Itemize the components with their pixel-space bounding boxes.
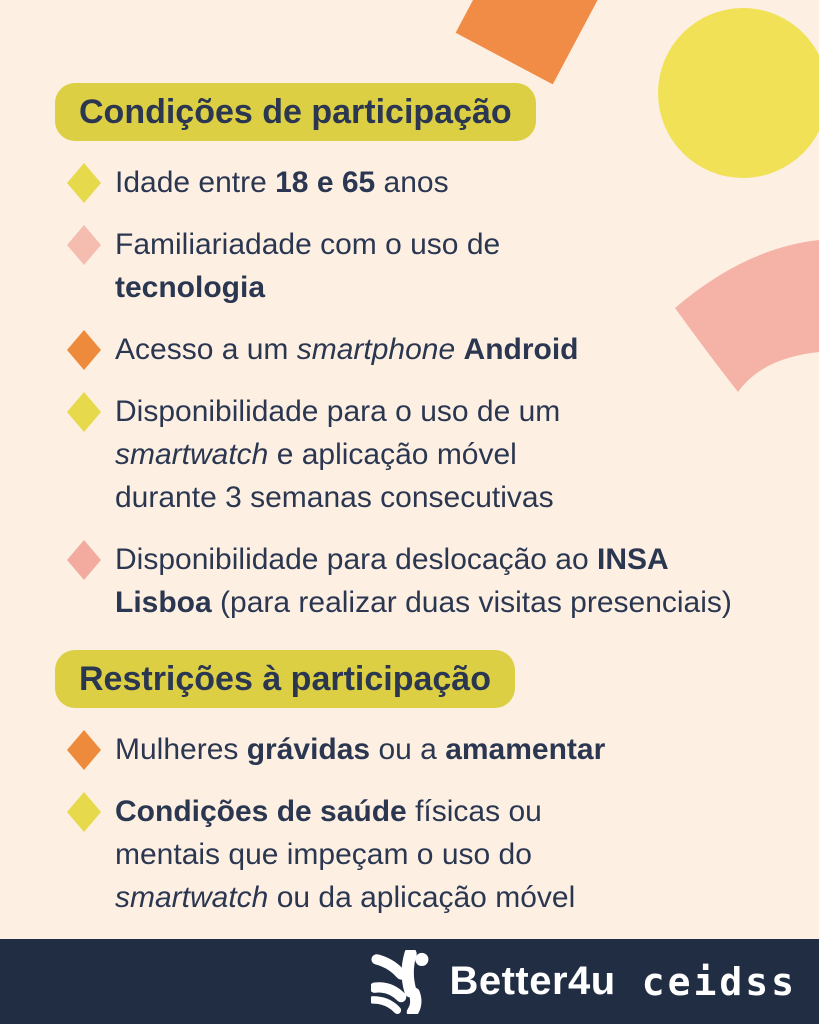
orange-square-shape (456, 0, 605, 84)
section-title-conditions: Condições de participação (55, 83, 536, 141)
diamond-bullet-icon (67, 730, 101, 770)
list-item-insa-visits (67, 538, 799, 624)
diamond-bullet-icon (67, 392, 101, 432)
better4u-logo-text: Better4u (449, 959, 616, 1003)
diamond-bullet-icon (67, 540, 101, 580)
list-item-text: Acesso a um smartphone Android (115, 333, 579, 366)
list-item-text: Condições de saúde físicas ou mentais que impeçam o uso do smartwatch ou da aplicação móvel (115, 795, 576, 914)
list-item-text: Familiariadade com o uso de tecnologia (115, 228, 501, 304)
list-item-smartphone (67, 328, 799, 371)
list-item-age (67, 161, 799, 204)
diamond-bullet-icon (67, 225, 101, 265)
list-item-text: Mulheres grávidas ou a amamentar (115, 733, 606, 766)
footer-bar (0, 939, 819, 1024)
diamond-bullet-icon (67, 330, 101, 370)
conditions-list (55, 161, 799, 624)
list-item-text: Disponibilidade para o uso de um smartwatch e aplicação móvel durante 3 semanas consecutivas (115, 395, 561, 514)
list-item-text: Idade entre 18 e 65 anos (115, 166, 449, 199)
diamond-bullet-icon (67, 792, 101, 832)
better4u-logo-icon (371, 950, 435, 1014)
list-item-health-conditions (67, 790, 799, 919)
flyer-content (55, 83, 799, 919)
list-item-pregnancy (67, 728, 799, 771)
restrictions-list (55, 728, 799, 919)
section-title-restrictions: Restrições à participação (55, 650, 515, 708)
ceidss-logo-text: ceidss (641, 959, 797, 1004)
diamond-bullet-icon (67, 163, 101, 203)
list-item-tech-familiarity (67, 223, 799, 309)
list-item-smartwatch-availability (67, 390, 799, 519)
list-item-text: Disponibilidade para deslocação ao INSA Lisboa (para realizar duas visitas presenciais) (115, 543, 732, 619)
